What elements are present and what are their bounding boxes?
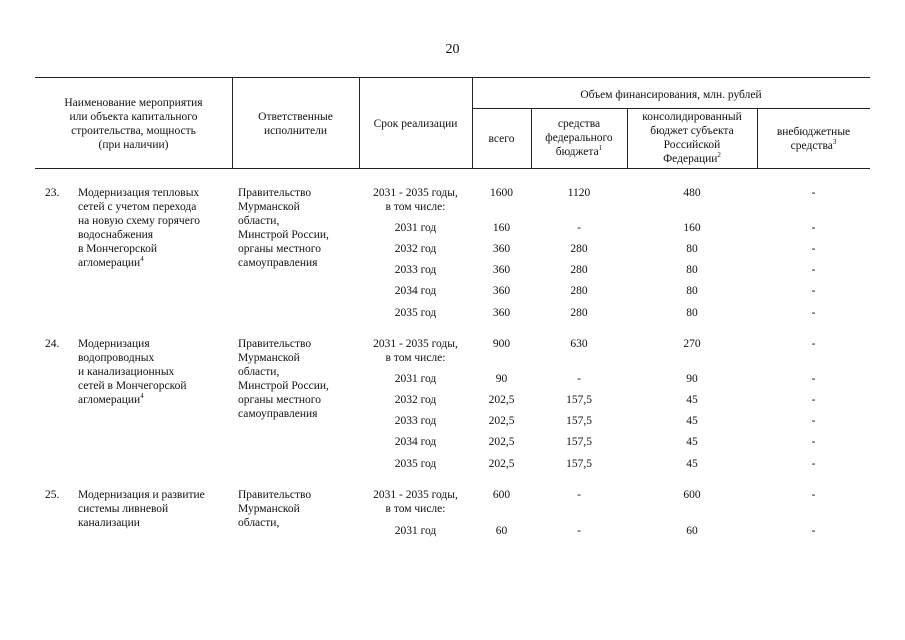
federal-cell: 157,5 xyxy=(566,394,592,406)
period-cell: 2033 год xyxy=(394,415,437,427)
row-responsible: Правительство Мурманской области, Минстрой России, органы местного самоуправления xyxy=(238,338,329,420)
extrabudget-cell: - xyxy=(811,264,816,276)
federal-cell: 157,5 xyxy=(566,458,592,470)
extrabudget-cell: - xyxy=(811,222,816,234)
extrabudget-cell: - xyxy=(811,489,816,501)
period-cell: 2031 - 2035 годы, в том числе: xyxy=(373,338,458,364)
total-cell: 160 xyxy=(492,222,511,234)
table-top-rule xyxy=(35,77,870,78)
federal-cell: 280 xyxy=(570,285,588,297)
period-cell: 2031 - 2035 годы, в том числе: xyxy=(373,489,458,515)
period-cell: 2035 год xyxy=(394,458,437,470)
consolidated-cell: 80 xyxy=(686,307,698,319)
footnote-mark: 1 xyxy=(598,144,603,153)
consolidated-cell: 270 xyxy=(683,338,701,350)
federal-cell: - xyxy=(577,222,581,234)
extrabudget-cell: - xyxy=(811,436,816,448)
footnote-mark: 3 xyxy=(832,138,837,147)
federal-cell: 280 xyxy=(570,264,588,276)
total-cell: 202,5 xyxy=(488,394,515,406)
consolidated-cell: 80 xyxy=(686,264,698,276)
total-cell: 360 xyxy=(492,243,511,255)
consolidated-cell: 160 xyxy=(683,222,701,234)
header-federal: средства федерального бюджета$^1$ xyxy=(545,118,613,158)
extrabudget-cell: - xyxy=(811,307,816,319)
extrabudget-cell: - xyxy=(811,415,816,427)
header-extrabudget: внебюджетные средства$^3$ xyxy=(776,126,851,152)
consolidated-cell: 90 xyxy=(686,373,698,385)
total-cell: 202,5 xyxy=(488,415,515,427)
federal-cell: 157,5 xyxy=(566,436,592,448)
header-bottom-rule xyxy=(35,168,870,169)
period-cell: 2031 год xyxy=(394,525,437,537)
total-cell: 202,5 xyxy=(488,436,515,448)
consolidated-cell: 45 xyxy=(686,415,698,427)
total-cell: 600 xyxy=(492,489,511,501)
total-cell: 900 xyxy=(492,338,511,350)
total-cell: 90 xyxy=(495,373,508,385)
row-number: 23. xyxy=(45,187,60,199)
header-consolidated: консолидированный бюджет субъекта Российской Федерации$^2$ xyxy=(642,111,742,165)
total-cell: 202,5 xyxy=(488,458,515,470)
row-number: 24. xyxy=(45,338,60,350)
federal-cell: 1120 xyxy=(567,187,591,199)
header-name: Наименование мероприятия или объекта капитального строительства, мощность (при наличии) xyxy=(64,97,203,151)
extrabudget-cell: - xyxy=(811,394,816,406)
period-cell: 2033 год xyxy=(394,264,437,276)
row-name: Модернизация тепловых сетей с учетом перехода на новую схему горячего водоснабжения в Мончегорской агломерации$^4$ xyxy=(78,187,201,269)
total-cell: 360 xyxy=(492,285,511,297)
federal-cell: 280 xyxy=(570,243,588,255)
period-cell: 2031 год xyxy=(394,373,437,385)
consolidated-cell: 80 xyxy=(686,243,698,255)
extrabudget-cell: - xyxy=(811,525,816,537)
header-period: Срок реализации xyxy=(373,118,458,130)
row-responsible: Правительство Мурманской области, xyxy=(238,489,312,529)
federal-cell: - xyxy=(577,373,581,385)
row-name: Модернизация и развитие системы ливневой канализации xyxy=(78,489,205,529)
period-cell: 2034 год xyxy=(394,436,437,448)
period-cell: 2031 год xyxy=(394,222,437,234)
total-cell: 60 xyxy=(495,525,508,537)
consolidated-cell: 480 xyxy=(683,187,701,199)
extrabudget-cell: - xyxy=(811,373,816,385)
period-cell: 2031 - 2035 годы, в том числе: xyxy=(373,187,458,213)
extrabudget-cell: - xyxy=(811,243,816,255)
total-cell: 360 xyxy=(492,264,511,276)
consolidated-cell: 45 xyxy=(686,436,698,448)
consolidated-cell: 60 xyxy=(686,525,698,537)
period-cell: 2032 год xyxy=(394,394,437,406)
federal-cell: 157,5 xyxy=(566,415,592,427)
consolidated-cell: 80 xyxy=(686,285,698,297)
row-number: 25. xyxy=(45,489,60,501)
total-cell: 360 xyxy=(492,307,511,319)
extrabudget-cell: - xyxy=(811,285,816,297)
extrabudget-cell: - xyxy=(811,187,816,199)
footnote-mark: 4 xyxy=(140,255,144,264)
header-funding-title: Объем финансирования, млн. рублей xyxy=(580,89,762,101)
extrabudget-cell: - xyxy=(811,458,816,470)
total-cell: 1600 xyxy=(490,187,513,199)
consolidated-cell: 600 xyxy=(683,489,701,501)
consolidated-cell: 45 xyxy=(686,458,698,470)
federal-cell: - xyxy=(577,525,581,537)
footnote-mark: 4 xyxy=(140,392,144,401)
header-total: всего xyxy=(488,133,515,145)
federal-cell: 630 xyxy=(570,338,588,350)
consolidated-cell: 45 xyxy=(686,394,698,406)
row-responsible: Правительство Мурманской области, Минстрой России, органы местного самоуправления xyxy=(238,187,329,269)
period-cell: 2034 год xyxy=(394,285,437,297)
period-cell: 2035 год xyxy=(394,307,437,319)
page-number: 20 xyxy=(445,42,460,57)
extrabudget-cell: - xyxy=(811,338,816,350)
footnote-mark: 2 xyxy=(717,151,721,160)
header-responsible: Ответственные исполнители xyxy=(258,111,333,137)
federal-cell: - xyxy=(577,489,581,501)
period-cell: 2032 год xyxy=(394,243,437,255)
row-name: Модернизация водопроводных и канализационных сетей в Мончегорской агломерации$^4$ xyxy=(78,338,187,406)
federal-cell: 280 xyxy=(570,307,588,319)
